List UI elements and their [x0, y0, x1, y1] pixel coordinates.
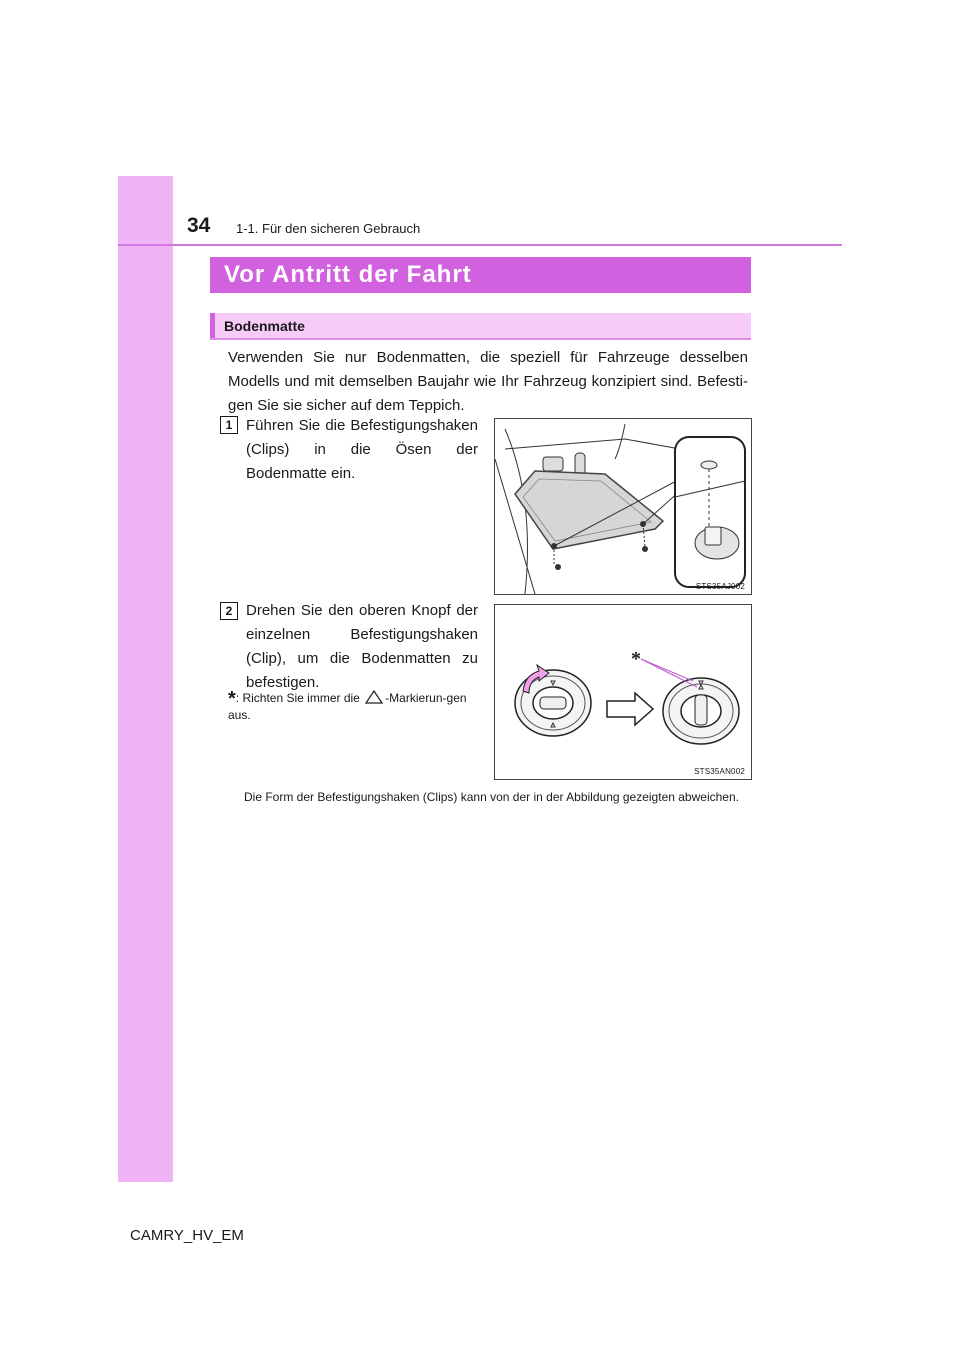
- header-divider: [118, 244, 842, 246]
- figure-floor-mat: [494, 418, 752, 595]
- page-title: Vor Antritt der Fahrt: [224, 261, 472, 288]
- footer-model-code: CAMRY_HV_EM: [130, 1227, 244, 1244]
- footnote-asterisk: *: [228, 688, 236, 710]
- section-title-bar: [210, 257, 751, 293]
- footnote-text-end: -Markierun-gen aus.: [228, 691, 467, 722]
- footnote: [228, 690, 478, 723]
- side-tab: [118, 176, 173, 1182]
- note-paragraph: Die Form der Befestigungshaken (Clips) kann von der in der Abbildung gezeigten abweichen.: [244, 790, 739, 804]
- triangle-mark-icon: [365, 690, 383, 704]
- step-2-text: Drehen Sie den oberen Knopf der einzelnen Befestigungshaken (Clip), um die Bodenmatten zu befestigen.: [246, 602, 478, 691]
- figure-code-2: STS35AN002: [694, 767, 745, 776]
- subsection-title: Bodenmatte: [224, 318, 305, 334]
- clip-rotation-illustration: [495, 605, 751, 779]
- figure-clip-rotation: [494, 604, 752, 780]
- step-number-2: 2: [220, 602, 238, 620]
- right-arrow-icon: [607, 693, 653, 725]
- figure-code-1: STS35AJ002: [695, 582, 745, 591]
- step-number-1: 1: [220, 416, 238, 434]
- figure-asterisk: *: [631, 648, 641, 670]
- intro-paragraph: Verwenden Sie nur Bodenmatten, die speziell für Fahrzeuge desselben Modells und mit demselben Baujahr wie Ihr Fahrzeug konzipiert sind. Befesti-gen Sie sie sicher auf dem Teppich.: [228, 349, 748, 414]
- subsection-bar: [210, 313, 751, 340]
- page-number: 34: [187, 214, 211, 237]
- floor-mat-clip-illustration: [495, 419, 751, 594]
- footnote-text-start: : Richten Sie immer die: [235, 691, 360, 705]
- step-1-text: Führen Sie die Befestigungshaken (Clips) in die Ösen der Bodenmatte ein.: [246, 417, 478, 482]
- breadcrumb: 1-1. Für den sicheren Gebrauch: [236, 221, 421, 236]
